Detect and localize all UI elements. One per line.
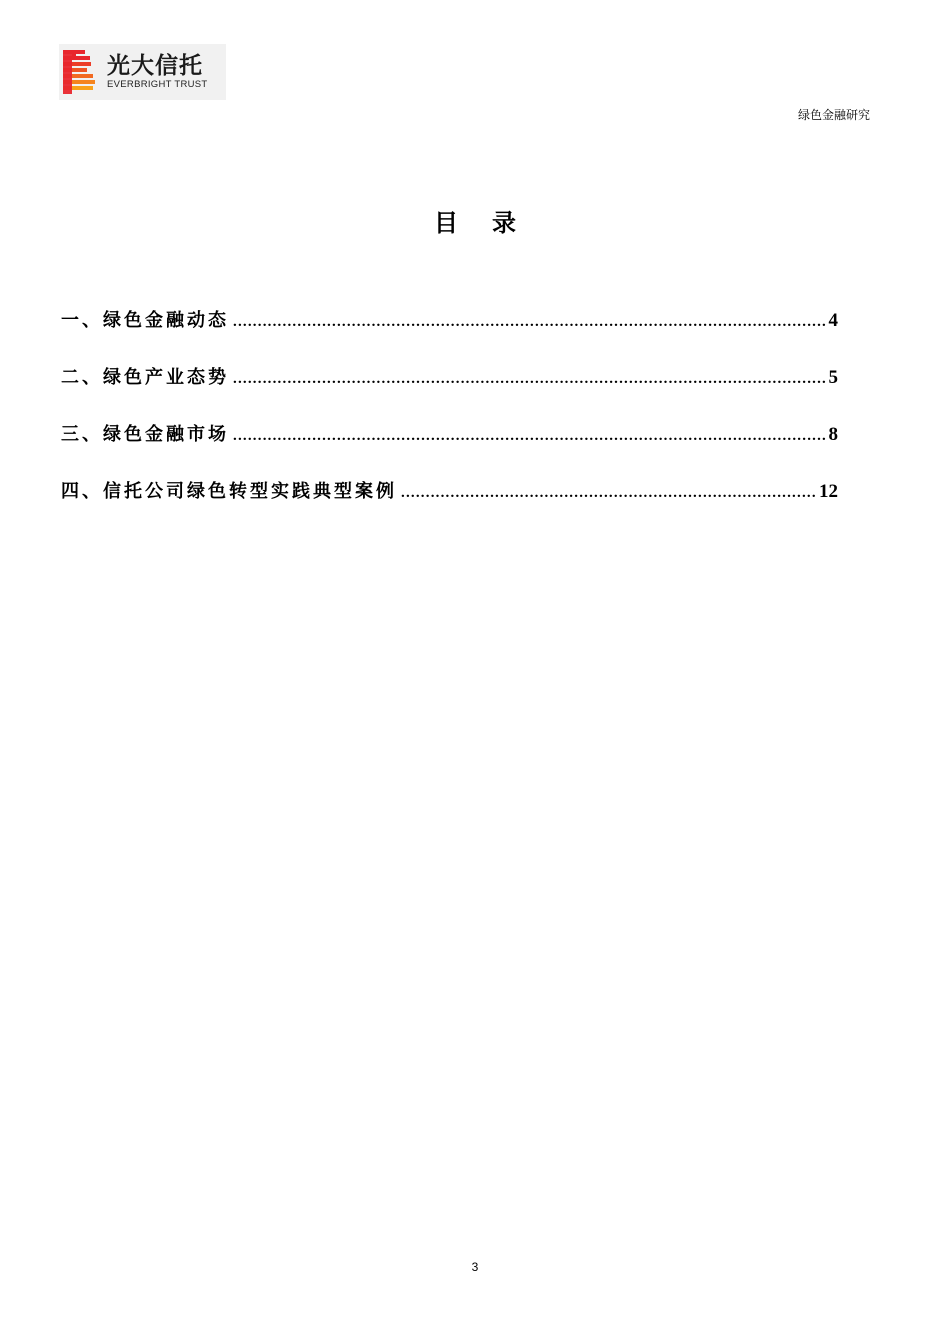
- toc-dot-leader: [233, 428, 827, 445]
- toc-entry[interactable]: [61, 477, 838, 534]
- company-logo: [59, 44, 226, 100]
- toc-entry-page: 8: [828, 424, 838, 445]
- toc-title: 目录: [434, 209, 550, 237]
- section-header: 绿色金融研究: [797, 108, 870, 122]
- toc-entry-page: 12: [819, 481, 838, 502]
- toc-entry-page: 5: [828, 367, 838, 388]
- everbright-b-logo-icon: [63, 50, 97, 94]
- toc-dot-leader: [233, 314, 827, 331]
- toc-entry-page: 4: [828, 310, 838, 331]
- toc-entry[interactable]: [61, 420, 838, 477]
- toc-entry-label: 二、绿色产业态势: [61, 367, 229, 388]
- toc-dot-leader: [401, 485, 817, 502]
- toc-entry[interactable]: [61, 363, 838, 420]
- page-number: 3: [471, 1260, 479, 1274]
- logo-name-en: EVERBRIGHT TRUST: [107, 79, 208, 90]
- logo-name-cn: 光大信托: [107, 53, 203, 79]
- toc-dot-leader: [233, 371, 827, 388]
- table-of-contents: [61, 306, 838, 534]
- toc-entry-label: 四、信托公司绿色转型实践典型案例: [61, 481, 397, 502]
- toc-entry-label: 三、绿色金融市场: [61, 424, 229, 445]
- toc-entry-label: 一、绿色金融动态: [61, 310, 229, 331]
- toc-entry[interactable]: [61, 306, 838, 363]
